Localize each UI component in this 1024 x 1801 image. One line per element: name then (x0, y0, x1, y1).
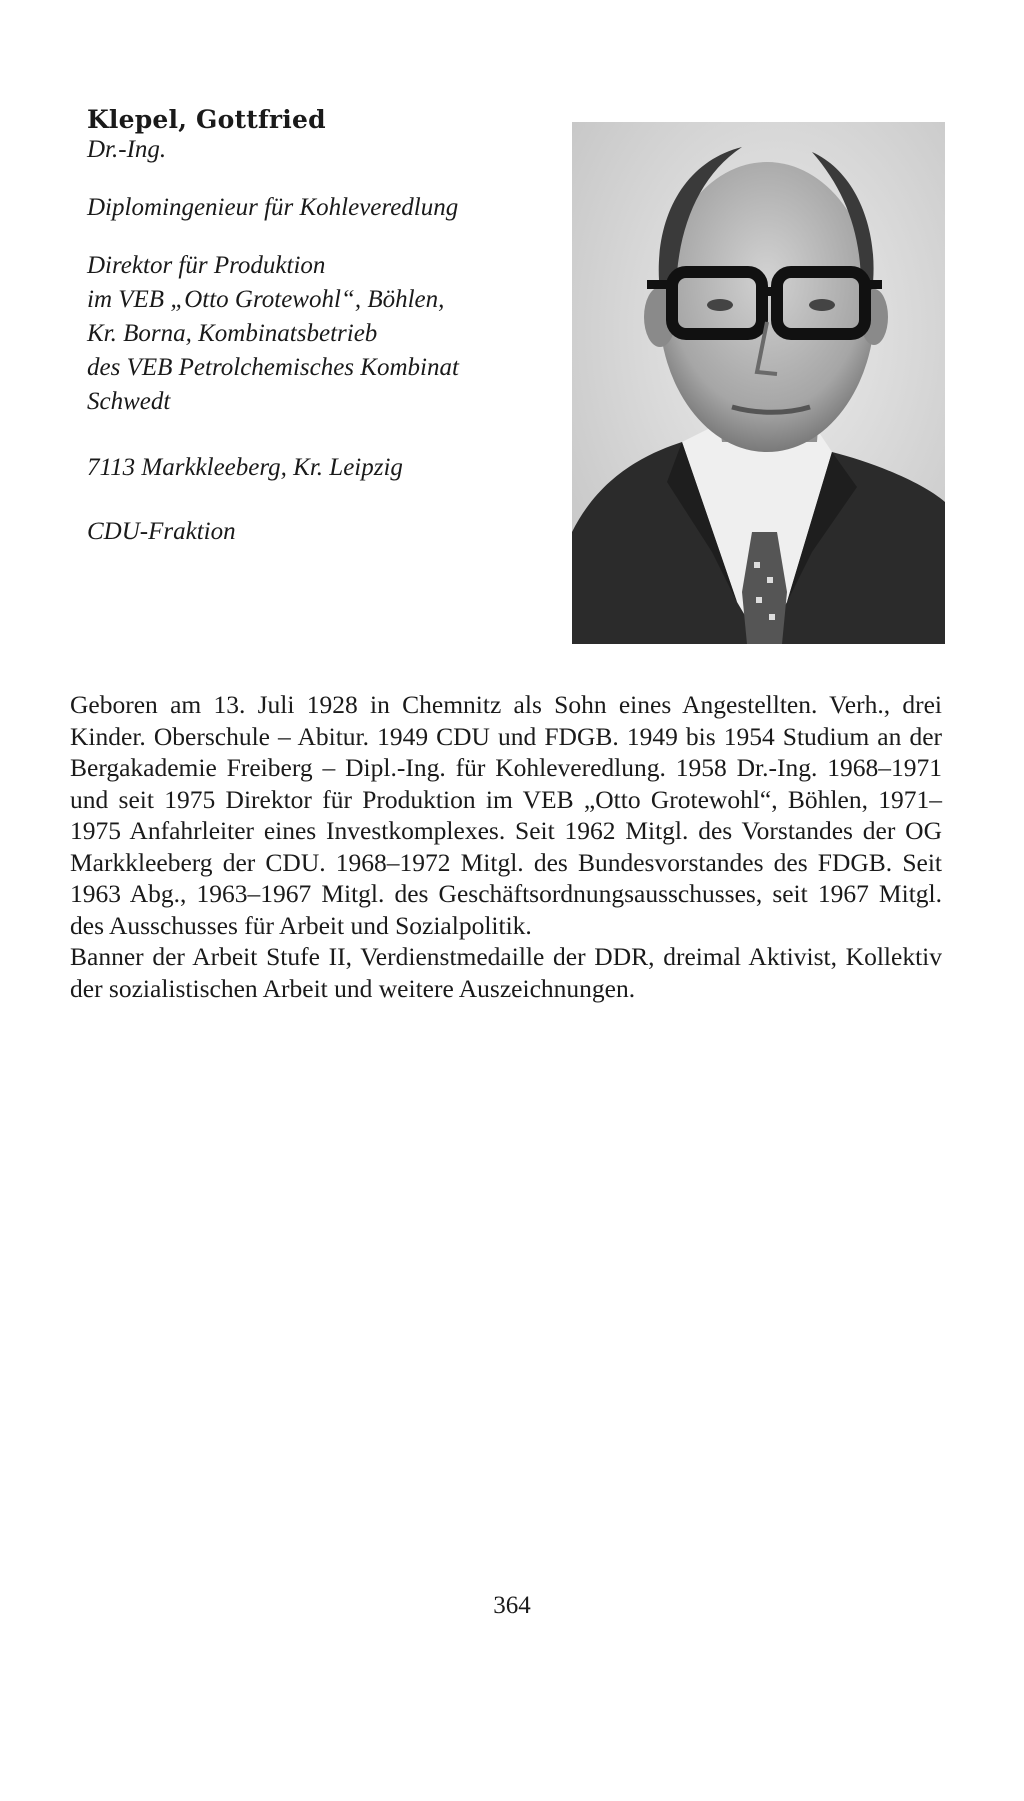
person-name: Klepel, Gottfried (87, 105, 326, 134)
biography-paragraph: Geboren am 13. Juli 1928 in Chemnitz als Sohn eines Angestellten. Verh., drei Kinder. Oberschule – Abitur. 1949 CDU und FDGB. 1949 bis 1954 Studium an der Bergakademie Freiberg – Dipl.-Ing. für Kohleveredlung. 1958 Dr.-Ing. 1968–1971 und seit 1975 Direktor für Produktion im VEB „Otto Grotewohl“, Böhlen, 1971–1975 Anfahrleiter eines Investkomplexes. Seit 1962 Mitgl. des Vorstandes der OG Markkleeberg der CDU. 1968–1972 Mitgl. des Bundesvorstandes des FDGB. Seit 1963 Abg., 1963–1967 Mitgl. des Geschäftsordnungsausschusses, seit 1967 Mitgl. des Ausschusses für Arbeit und Sozialpolitik. (70, 690, 942, 940)
entry-header (87, 105, 557, 549)
position-line: Kr. Borna, Kombinatsbetrieb (87, 320, 378, 347)
position-line: Direktor für Produktion (87, 252, 326, 279)
academic-degree: Dr.-Ing. (87, 136, 167, 163)
position-line: im VEB „Otto Grotewohl“, Böhlen, (87, 286, 445, 313)
page-number: 364 (493, 1592, 531, 1619)
parliamentary-fraction: CDU-Fraktion (87, 518, 236, 545)
position-line: des VEB Petrolchemisches Kombinat (87, 354, 459, 381)
position-block (87, 249, 557, 419)
profession: Diplomingenieur für Kohleveredlung (87, 194, 459, 221)
position-line: Schwedt (87, 388, 171, 415)
portrait-photo (572, 122, 945, 644)
awards-paragraph: Banner der Arbeit Stufe II, Verdienstmedaille der DDR, dreimal Aktivist, Kollektiv der sozialistischen Arbeit und weitere Auszeichnungen. (70, 942, 942, 1003)
biography (70, 689, 942, 1004)
address: 7113 Markkleeberg, Kr. Leipzig (87, 454, 403, 481)
